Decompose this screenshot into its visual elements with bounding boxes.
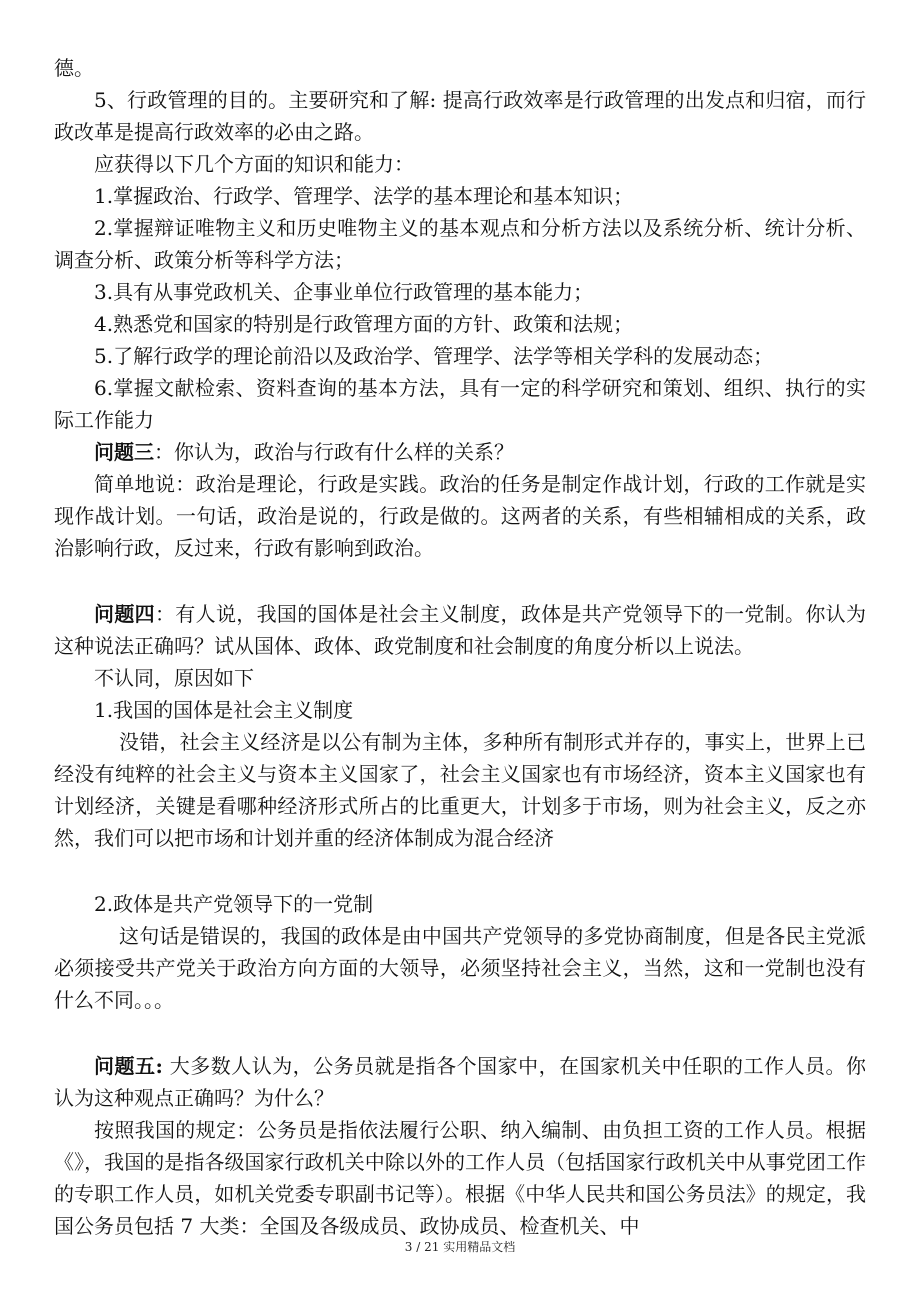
paragraph [54,84,866,148]
question-paragraph [54,598,866,662]
paragraph-text: 3.具有从事党政机关、企事业单位行政管理的基本能力； [94,280,594,304]
paragraph [54,276,866,308]
paragraph-text: 简单地说：政治是理论，行政是实践。政治的任务是制定作战计划，行政的工作就是实现作战计划。一句话，政治是说的，行政是做的。这两者的关系，有些相辅相成的关系，政治影响行政，反过来，行政有影响到政治。 [54,472,866,560]
paragraph [54,372,866,436]
question-paragraph [54,1050,866,1114]
paragraph-text: 不认同，原因如下 [94,666,254,690]
question-label: 问题四 [94,602,155,626]
paragraph [54,340,866,372]
paragraph [54,888,866,920]
question-label: 问题三 [94,440,154,464]
paragraph [54,308,866,340]
paragraph [54,212,866,276]
paragraph-text: 6.掌握文献检索、资料查询的基本方法，具有一定的科学研究和策划、组织、执行的实际工作能力 [54,376,866,432]
paragraph-text: 按照我国的规定：公务员是指依法履行公职、纳入编制、由负担工资的工作人员。根据《》，我国的是指各级国家行政机关中除以外的工作人员（包括国家行政机关中从事党团工作的专职工作人员，如机关党委专职副书记等）。根据《中华人民共和国公务员法》的规定，我国公务员包括 7 大类：全国及各级成员、政协成员、检查机关、中 [54,1118,866,1238]
paragraph [54,148,866,180]
paragraph-text: 这句话是错误的，我国的政体是由中国共产党领导的多党协商制度，但是各民主党派必须接受共产党关于政治方向方面的大领导，必须坚持社会主义，当然，这和一党制也没有什么不同。。。 [54,924,866,1012]
paragraph [54,180,866,212]
paragraph-text: 4.熟悉党和国家的特别是行政管理方面的方针、政策和法规； [94,312,634,336]
paragraph-spacer [54,564,866,598]
paragraph-text: 2.政体是共产党领导下的一党制 [94,892,374,916]
paragraph-text: 大多数人认为，公务员就是指各个国家中，在国家机关中任职的工作人员。你认为这种观点正确吗？为什么？ [54,1054,867,1110]
paragraph [54,920,866,1016]
paragraph-text: 没错，社会主义经济是以公有制为主体，多种所有制形式并存的，事实上，世界上已经没有纯粹的社会主义与资本主义国家了，社会主义国家也有市场经济，资本主义国家也有计划经济，关键是看哪种经济形式所占的比重更大，计划多于市场，则为社会主义，反之亦然，我们可以把市场和计划并重的经济体制成为混合经济 [54,730,866,850]
paragraph [54,52,866,84]
page-footer: 3 / 21 实用精品文档 [404,1240,516,1254]
paragraph-text: ：有人说，我国的国体是社会主义制度，政体是共产党领导下的一党制。你认为这种说法正确吗？试从国体、政体、政党制度和社会制度的角度分析以上说法。 [54,602,867,658]
paragraph-spacer [54,1016,866,1050]
paragraph-text: 5、行政管理的目的。主要研究和了解: 提高行政效率是行政管理的出发点和归宿，而行政改革是提高行政效率的必由之路。 [54,88,866,144]
paragraph-text: ：你认为，政治与行政有什么样的关系？ [154,440,514,464]
paragraph-text: 德。 [54,56,94,80]
question-label: 问题五: [94,1054,163,1078]
paragraph-text: 5.了解行政学的理论前沿以及政治学、管理学、法学等相关学科的发展动态； [94,344,774,368]
paragraph [54,1114,866,1242]
paragraph-text: 2.掌握辩证唯物主义和历史唯物主义的基本观点和分析方法以及系统分析、统计分析、调查分析、政策分析等科学方法； [54,216,866,272]
paragraph [54,694,866,726]
paragraph-text: 1.我国的国体是社会主义制度 [94,698,354,722]
paragraph-text: 1.掌握政治、行政学、管理学、法学的基本理论和基本知识； [94,184,634,208]
document-page [54,52,866,1242]
paragraph [54,726,866,854]
paragraph-spacer [54,854,866,888]
question-paragraph [54,436,866,468]
paragraph [54,468,866,564]
paragraph [54,662,866,694]
paragraph-text: 应获得以下几个方面的知识和能力： [94,152,414,176]
